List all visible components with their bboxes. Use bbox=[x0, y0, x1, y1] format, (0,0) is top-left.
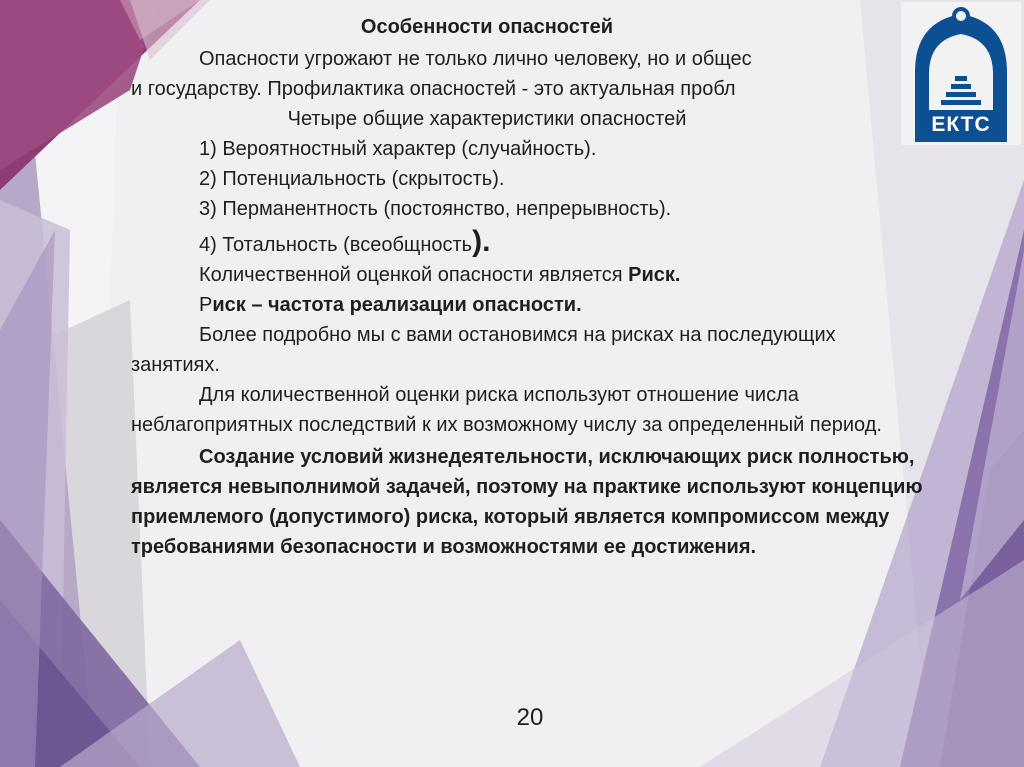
characteristic-item-4-text: 4) Тотальность (всеобщность bbox=[199, 234, 473, 256]
characteristic-item-4 bbox=[199, 227, 973, 260]
characteristic-item-1: 1) Вероятностный характер (случайность). bbox=[199, 138, 597, 160]
slide-content bbox=[131, 12, 973, 562]
characteristic-item-4-end: ). bbox=[472, 225, 491, 258]
intro-paragraph bbox=[131, 44, 901, 104]
risk-definition-text: иск – частота реализации опасности. bbox=[212, 294, 582, 316]
characteristics-heading: Четыре общие характеристики опасностей bbox=[287, 108, 687, 130]
page-number: 20 bbox=[516, 704, 544, 731]
characteristic-item-3: 3) Перманентность (постоянство, непрерывность). bbox=[199, 198, 672, 220]
more-detail-paragraph: Более подробно мы с вами остановимся на рисках на последующих занятиях. bbox=[131, 324, 836, 376]
intro-line-1: Опасности угрожают не только лично человеку, но и общес bbox=[199, 48, 752, 70]
conclusion-paragraph: Создание условий жизнедеятельности, исключающих риск полностью, является невыполнимой задачей, поэтому на практике используют концепцию приемлемого (допустимого) риска, который является компромиссом между требованиями безопасности и возможностями ее достижения. bbox=[131, 446, 923, 558]
risk-term: Риск. bbox=[628, 264, 681, 286]
quantitative-estimate-paragraph: Для количественной оценки риска используют отношение числа неблагоприятных последствий к их возможному числу за определенный период. bbox=[131, 384, 882, 436]
risk-measure-text: Количественной оценкой опасности является bbox=[199, 264, 629, 286]
risk-definition bbox=[199, 290, 973, 320]
slide-title: Особенности опасностей bbox=[360, 16, 614, 38]
risk-definition-first-letter: Р bbox=[199, 294, 213, 316]
logo-text: ЕКТС bbox=[931, 113, 991, 136]
characteristic-item-2: 2) Потенциальность (скрытость). bbox=[199, 168, 505, 190]
risk-measure-line bbox=[199, 260, 973, 290]
intro-line-2: и государству. Профилактика опасностей - это актуальная пробл bbox=[131, 78, 736, 100]
